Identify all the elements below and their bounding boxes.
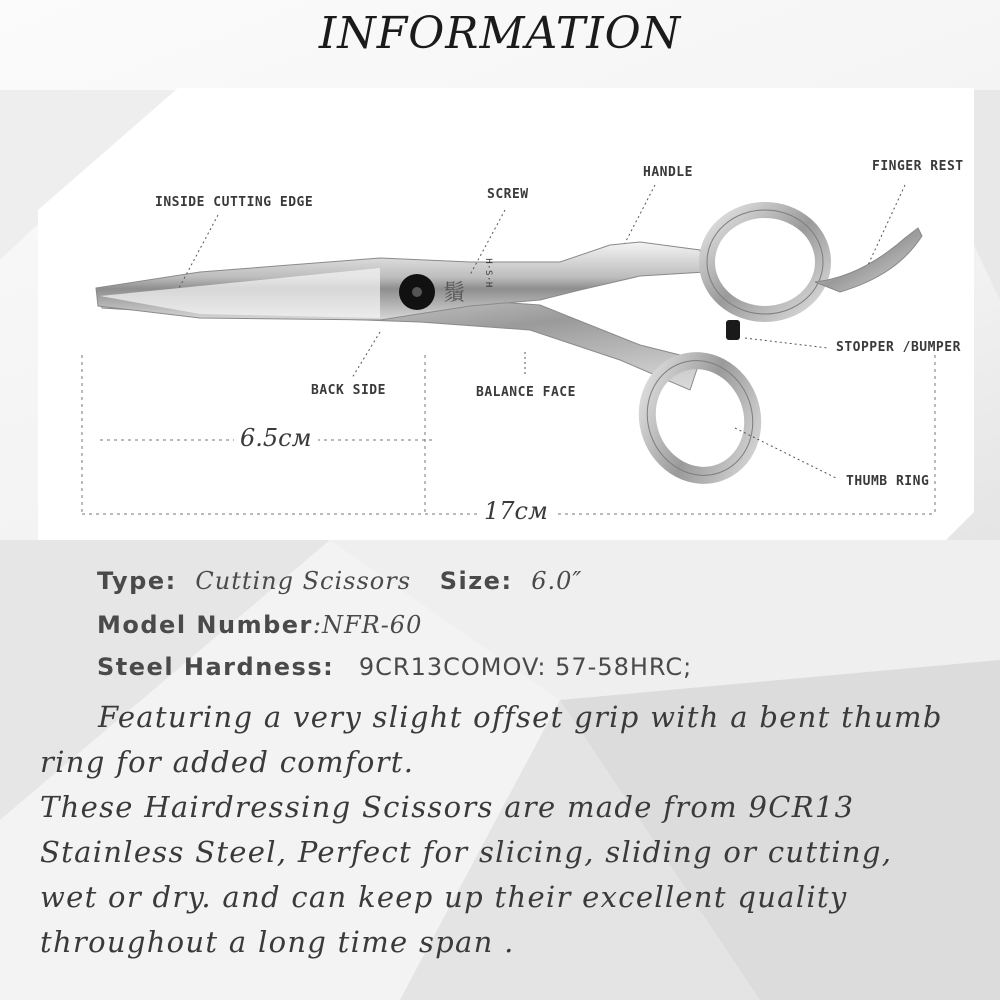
label-balance-face: BALANCE FACE	[476, 385, 576, 400]
brand-logo: 鬚	[443, 281, 466, 306]
finger-ring	[707, 210, 823, 314]
spec-model	[97, 611, 422, 639]
type-value: Cutting Scissors	[195, 567, 412, 595]
model-value: :NFR-60	[312, 611, 423, 639]
label-inside-cutting-edge: INSIDE CUTTING EDGE	[155, 195, 314, 210]
hardness-label: Steel Hardness:	[97, 653, 335, 681]
blade-length-dimension: 6.5cм	[234, 424, 318, 452]
label-stopper-bumper: STOPPER /BUMPER	[836, 340, 961, 355]
product-description	[40, 695, 960, 965]
model-label: Model Number	[97, 611, 313, 639]
spec-type-size	[97, 567, 582, 595]
description-paragraph-1: Featuring a very slight offset grip with a bent thumb ring for added comfort.	[40, 700, 943, 779]
label-back-side: BACK SIDE	[311, 383, 386, 398]
label-screw: SCREW	[487, 187, 529, 202]
page-title: INFORMATION	[318, 8, 682, 59]
stopper-bumper	[726, 320, 740, 340]
total-length-dimension: 17cм	[478, 497, 554, 525]
finger-rest	[815, 228, 922, 292]
label-finger-rest: FINGER REST	[872, 159, 964, 174]
brand-mark: H·S·H	[482, 258, 493, 288]
size-label: Size:	[439, 567, 513, 595]
type-label: Type:	[97, 567, 177, 595]
size-value: 6.0″	[531, 567, 583, 595]
hardness-value: 9CR13COMOV: 57-58HRC;	[358, 653, 693, 681]
label-handle: HANDLE	[643, 165, 693, 180]
label-thumb-ring: THUMB RING	[846, 474, 930, 489]
description-paragraph-2: These Hairdressing Scissors are made from 9CR13 Stainless Steel, Perfect for slicing, sliding or cutting, wet or dry. and can keep up their excellent quality throughout a long time span .	[40, 790, 893, 959]
spec-hardness	[97, 653, 692, 681]
